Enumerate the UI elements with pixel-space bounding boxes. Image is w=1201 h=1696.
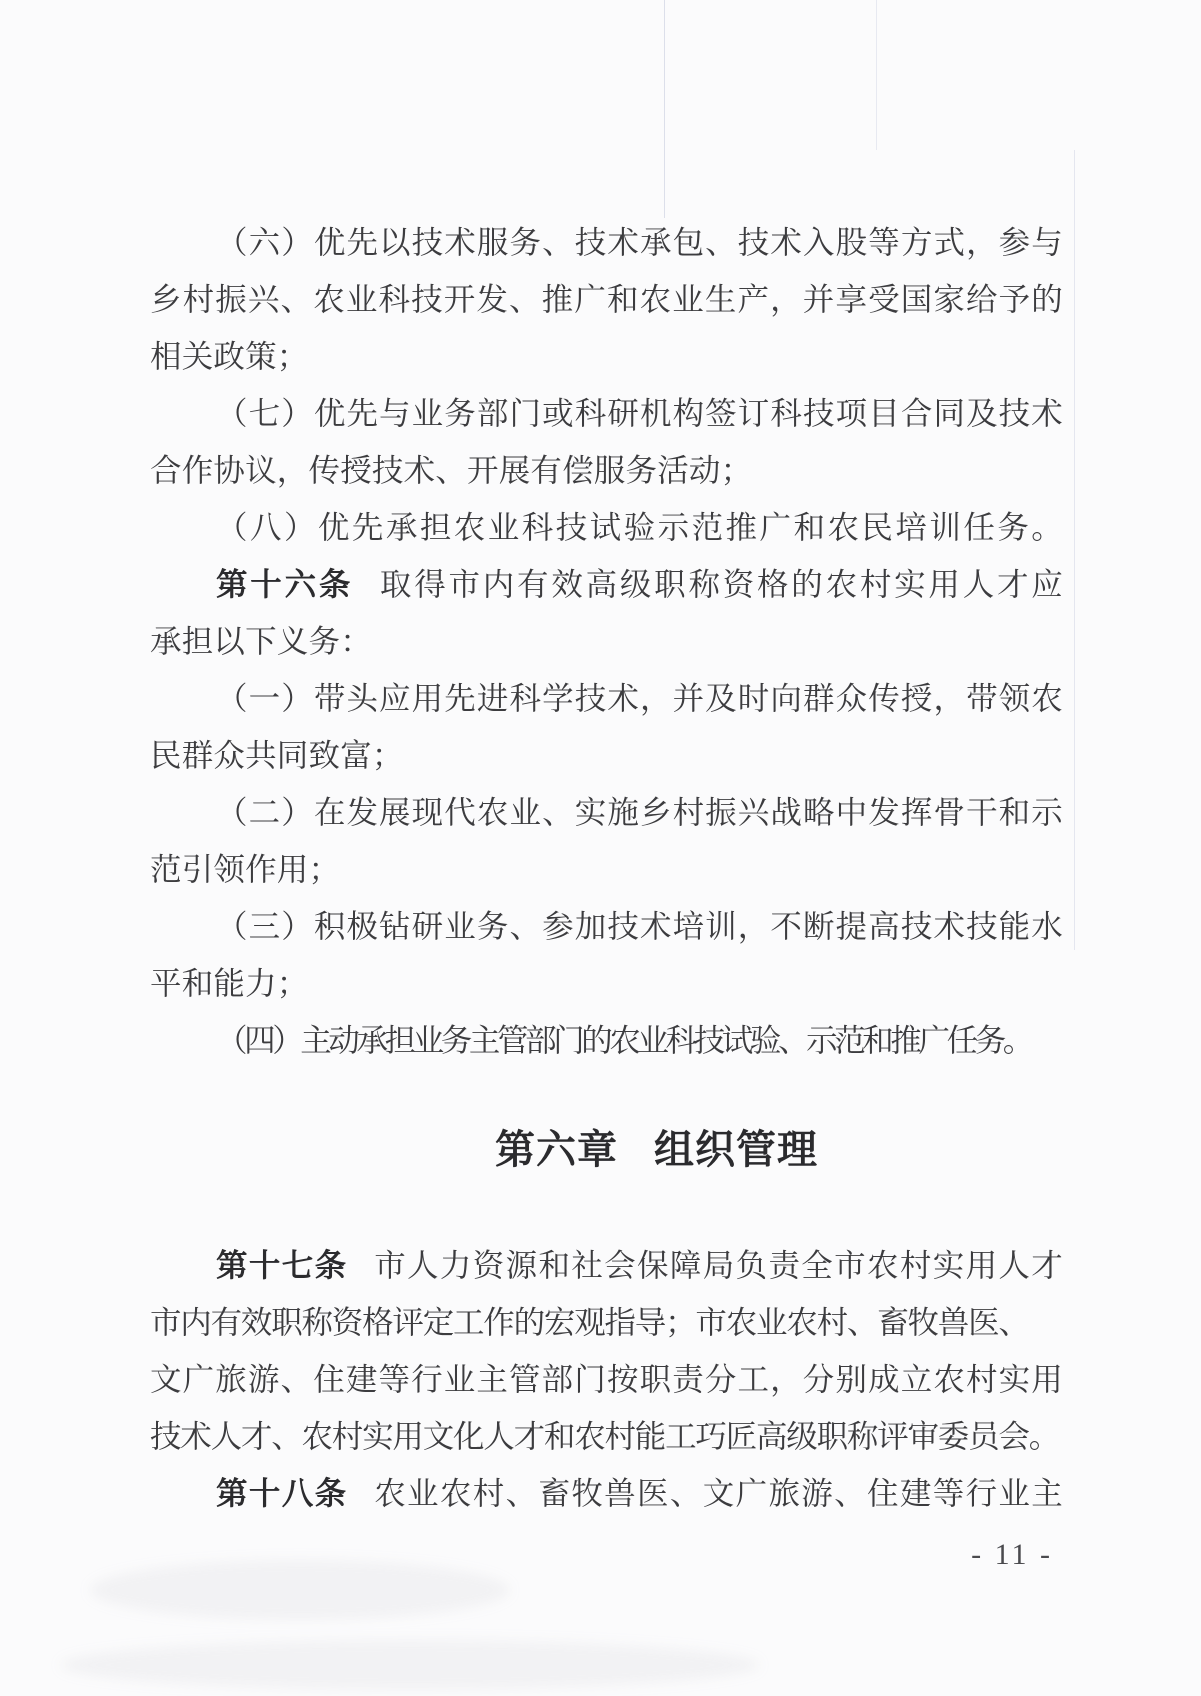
body-line bbox=[150, 613, 1063, 670]
line-text: 承担以下义务： bbox=[150, 624, 372, 659]
body-line bbox=[150, 1465, 1063, 1522]
line-text: 范引领作用； bbox=[150, 852, 341, 887]
line-text: 合作协议，传授技术、开展有偿服务活动； bbox=[150, 453, 753, 488]
paragraph-article18 bbox=[150, 1465, 1063, 1522]
body-line bbox=[150, 670, 1063, 727]
body-line bbox=[150, 442, 1063, 499]
page-number: - 11 - bbox=[971, 1538, 1053, 1571]
line-text: 平和能力； bbox=[150, 966, 309, 1001]
body-line bbox=[150, 271, 1063, 328]
line-text: 技术人才、农村实用文化人才和农村能工巧匠高级职称评审委员会。 bbox=[150, 1419, 1060, 1454]
paragraph-duty1 bbox=[150, 670, 1063, 784]
fold-line bbox=[664, 0, 665, 218]
chapter-title: 组织管理 bbox=[654, 1128, 818, 1172]
paragraph-item8 bbox=[150, 499, 1063, 556]
body-line bbox=[150, 1351, 1063, 1408]
fold-line bbox=[876, 0, 877, 150]
chapter-label: 第六章 bbox=[495, 1128, 618, 1172]
line-text: 市人力资源和社会保障局负责全市农村实用人才 bbox=[374, 1248, 1063, 1283]
line-text: （七）优先与业务部门或科研机构签订科技项目合同及技术 bbox=[216, 396, 1063, 431]
body-line bbox=[150, 556, 1063, 613]
line-text: （三）积极钻研业务、参加技术培训，不断提高技术技能水 bbox=[216, 909, 1063, 944]
line-text: （八）优先承担农业科技试验示范推广和农民培训任务。 bbox=[216, 510, 1063, 545]
body-line bbox=[150, 328, 1063, 385]
body-line bbox=[150, 1237, 1063, 1294]
line-text: 市内有效职称资格评定工作的宏观指导；市农业农村、畜牧兽医、 bbox=[150, 1305, 1029, 1340]
line-text: 农业农村、畜牧兽医、文广旅游、住建等行业主 bbox=[374, 1476, 1063, 1511]
line-text: （一）带头应用先进科学技术，并及时向群众传授，带领农 bbox=[216, 681, 1063, 716]
fold-line bbox=[1074, 150, 1075, 950]
body-line bbox=[150, 784, 1063, 841]
scan-smudge bbox=[60, 1640, 760, 1690]
body-line bbox=[150, 955, 1063, 1012]
paragraph-duty2 bbox=[150, 784, 1063, 898]
line-text: （四）主动承担业务主管部门的农业科技试验、示范和推广任务。 bbox=[216, 1023, 1031, 1058]
line-text: 文广旅游、住建等行业主管部门按职责分工，分别成立农村实用 bbox=[150, 1362, 1063, 1397]
line-text: （二）在发展现代农业、实施乡村振兴战略中发挥骨干和示 bbox=[216, 795, 1063, 830]
article-number: 第十八条 bbox=[216, 1475, 348, 1511]
body-line bbox=[150, 1408, 1063, 1465]
scan-smudge bbox=[90, 1560, 510, 1620]
line-text: 民群众共同致富； bbox=[150, 738, 404, 773]
line-text: 乡村振兴、农业科技开发、推广和农业生产，并享受国家给予的 bbox=[150, 282, 1063, 317]
article-number: 第十七条 bbox=[216, 1247, 348, 1283]
paragraph-item7 bbox=[150, 385, 1063, 499]
body-line bbox=[150, 1012, 1063, 1069]
line-text: 取得市内有效高级职称资格的农村实用人才应 bbox=[379, 567, 1063, 602]
body-line bbox=[150, 214, 1063, 271]
body-line bbox=[150, 385, 1063, 442]
paragraph-article17 bbox=[150, 1237, 1063, 1465]
body-line bbox=[150, 499, 1063, 556]
body-line bbox=[150, 898, 1063, 955]
line-text: （六）优先以技术服务、技术承包、技术入股等方式，参与 bbox=[216, 225, 1063, 260]
body-line bbox=[150, 1294, 1063, 1351]
chapter-heading bbox=[200, 1122, 1113, 1179]
paragraph-article16 bbox=[150, 556, 1063, 670]
body-line bbox=[150, 841, 1063, 898]
body-line bbox=[150, 727, 1063, 784]
paragraph-duty3 bbox=[150, 898, 1063, 1012]
article-number: 第十六条 bbox=[216, 566, 354, 602]
paragraph-item6 bbox=[150, 214, 1063, 385]
document-body bbox=[150, 214, 1063, 1522]
line-text: 相关政策； bbox=[150, 339, 309, 374]
paragraph-duty4 bbox=[150, 1012, 1063, 1069]
